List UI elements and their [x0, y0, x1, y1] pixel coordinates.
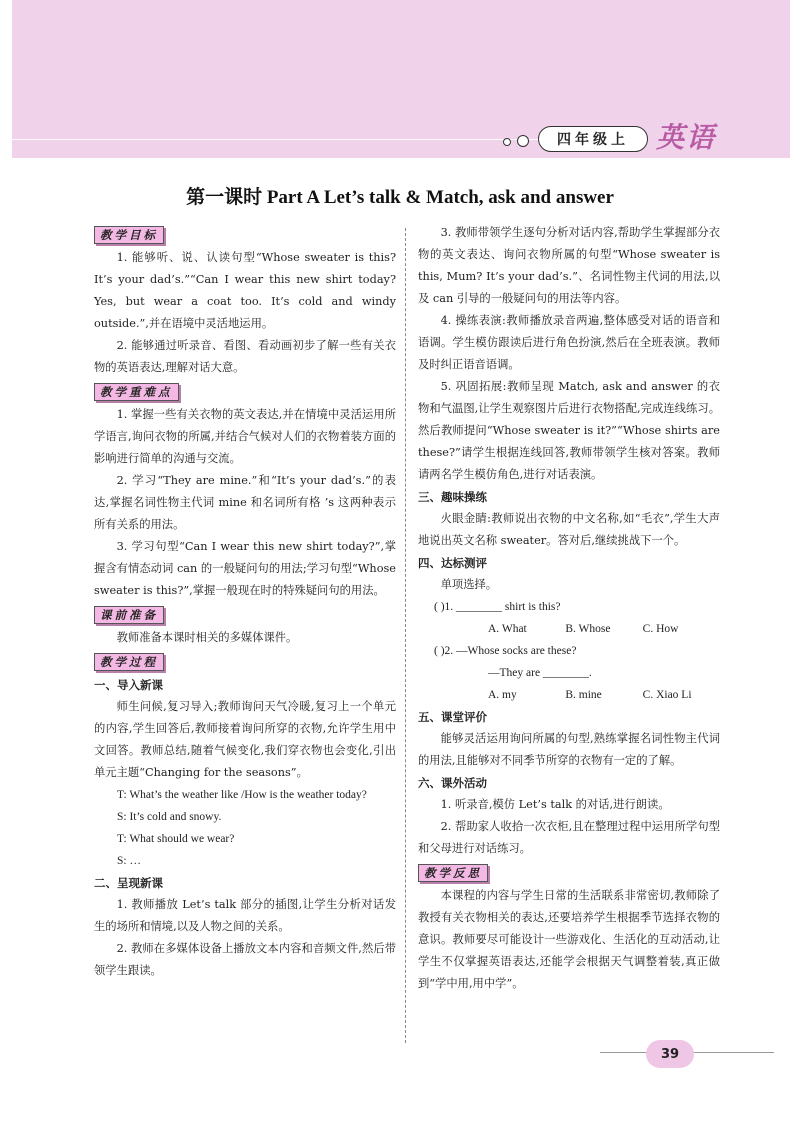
badge-dot-icon — [503, 138, 511, 146]
quiz-question-1: ( )1. ________ shirt is this? — [434, 601, 561, 613]
activity-1: 1. 听录音,模仿 Let’s talk 的对话,进行朗读。 — [440, 798, 670, 811]
section-4-heading: 四、达标测评 — [418, 556, 487, 570]
option: C. Xiao Li — [642, 689, 692, 701]
goal-1: 1. 能够听、说、认读句型“Whose sweater is this? It’s your dad’s.”“Can I wear this new shirt today? Yes, but wear a coat too. It’s cold and windy outside.”,并在语境中灵活地运用。 — [94, 251, 396, 330]
quiz-question-2-answer: —They are ________. — [488, 667, 592, 679]
quiz-intro: 单项选择。 — [440, 578, 498, 591]
activity-2: 2. 帮助家人收拾一次衣柜,且在整理过程中运用所学句型和父母进行对话练习。 — [418, 820, 720, 855]
prep-tag: 课前准备 — [94, 606, 164, 624]
reflection-text: 本课程的内容与学生日常的生活联系非常密切,教师除了教授有关衣物相关的表达,还要培养学生根据季节选择衣物的意识。教师要尽可能设计一些游戏化、生活化的互动活动,让学生不仅掌握英语表达,还能学会根据天气调整着装,真正做到“学中用,用中学”。 — [418, 889, 720, 990]
option: A. my — [488, 689, 517, 701]
new-step-2: 2. 教师在多媒体设备上播放文本内容和音频文件,然后带领学生跟读。 — [94, 942, 396, 977]
section-6-heading: 六、课外活动 — [418, 776, 487, 790]
left-column — [94, 222, 396, 982]
dialogue-line: T: What’s the weather like /How is the weather today? — [117, 789, 367, 801]
option: C. How — [642, 623, 679, 635]
game-text: 火眼金睛:教师说出衣物的中文名称,如“毛衣”,学生大声地说出英文名称 sweater。答对后,继续挑战下一个。 — [418, 512, 720, 547]
page-number: 39 — [646, 1040, 694, 1068]
grade-badge — [538, 126, 648, 152]
section-3-heading: 三、趣味操练 — [418, 490, 487, 504]
quiz-question-2: ( )2. —Whose socks are these? — [434, 645, 577, 657]
keys-tag: 教学重难点 — [94, 383, 179, 401]
new-step-4: 4. 操练表演:教师播放录音两遍,整体感受对话的语音和语调。学生模仿跟读后进行角色扮演,然后在全班表演。教师及时纠正语音语调。 — [418, 314, 720, 371]
dialogue-line: S: … — [117, 855, 141, 867]
key-3: 3. 学习句型“Can I wear this new shirt today?”,掌握含有情态动词 can 的一般疑问句的用法;学习句型“Whose sweater is this?”,掌握一般现在时的特殊疑问句的用法。 — [94, 540, 396, 597]
intro-text: 师生问候,复习导入;教师询问天气冷暖,复习上一个单元的内容,学生回答后,教师接着询问所穿的衣物,允许学生用中文回答。教师总结,随着气候变化,我们穿衣物也会变化,引出单元主题“Changing for the seasons”。 — [94, 700, 396, 779]
section-5-heading: 五、课堂评价 — [418, 710, 487, 724]
dialogue-line: S: It’s cold and snowy. — [117, 811, 222, 823]
header-rule — [12, 139, 572, 140]
option: B. Whose — [565, 623, 611, 635]
prep-text: 教师准备本课时相关的多媒体课件。 — [116, 631, 298, 644]
section-1-heading: 一、导入新课 — [94, 678, 163, 692]
evaluation-text: 能够灵活运用询问所属的句型,熟练掌握名词性物主代词的用法,且能够对不同季节所穿的衣物有一定的了解。 — [418, 732, 720, 767]
new-step-5: 5. 巩固拓展:教师呈现 Match, ask and answer 的衣物和气温图,让学生观察图片后进行衣物搭配,完成连线练习。然后教师提问“Whose sweater is it?”“Whose shirts are these?”请学生根据连线回答,教师带领学生核对答案。教师请两名学生模仿角色,进行对话表演。 — [418, 380, 720, 481]
page-rule-right — [694, 1052, 774, 1053]
lesson-title: 第一课时 Part A Let’s talk & Match, ask and answer — [186, 187, 614, 208]
goals-tag: 教学目标 — [94, 226, 164, 244]
reflect-tag: 教学反思 — [418, 864, 488, 882]
right-column — [418, 222, 720, 995]
key-1: 1. 掌握一些有关衣物的英文表达,并在情境中灵活运用所学语言,询问衣物的所属,并结合气候对人们的衣物着装方面的影响进行简单的沟通与交流。 — [94, 408, 396, 465]
column-divider — [405, 228, 406, 1043]
option: A. What — [488, 623, 527, 635]
key-2: 2. 学习“They are mine.”和“It’s your dad’s.”的表达,掌握名词性物主代词 mine 和名词所有格 ’s 这两种表示所有关系的用法。 — [94, 474, 396, 531]
quiz-2-options — [418, 684, 720, 706]
new-step-1: 1. 教师播放 Let’s talk 部分的插图,让学生分析对话发生的场所和情境,以及人物之间的关系。 — [94, 898, 396, 933]
section-2-heading: 二、呈现新课 — [94, 876, 163, 890]
dialogue-line: T: What should we wear? — [117, 833, 235, 845]
new-step-3: 3. 教师带领学生逐句分析对话内容,帮助学生掌握部分衣物的英文表达、询问衣物所属的句型“Whose sweater is this, Mum? It’s your dad’s.”、名词性物主代词的用法,以及 can 引导的一般疑问句的用法等内容。 — [418, 226, 720, 305]
subject-label: 英语 — [656, 121, 717, 154]
goal-2: 2. 能够通过听录音、看图、看动画初步了解一些有关衣物的英语表达,理解对话大意。 — [94, 339, 396, 374]
page-rule-left — [600, 1052, 648, 1053]
option: B. mine — [565, 689, 602, 701]
quiz-1-options — [418, 618, 720, 640]
process-tag: 教学过程 — [94, 653, 164, 671]
grade-label: 四年级上 — [557, 132, 629, 148]
